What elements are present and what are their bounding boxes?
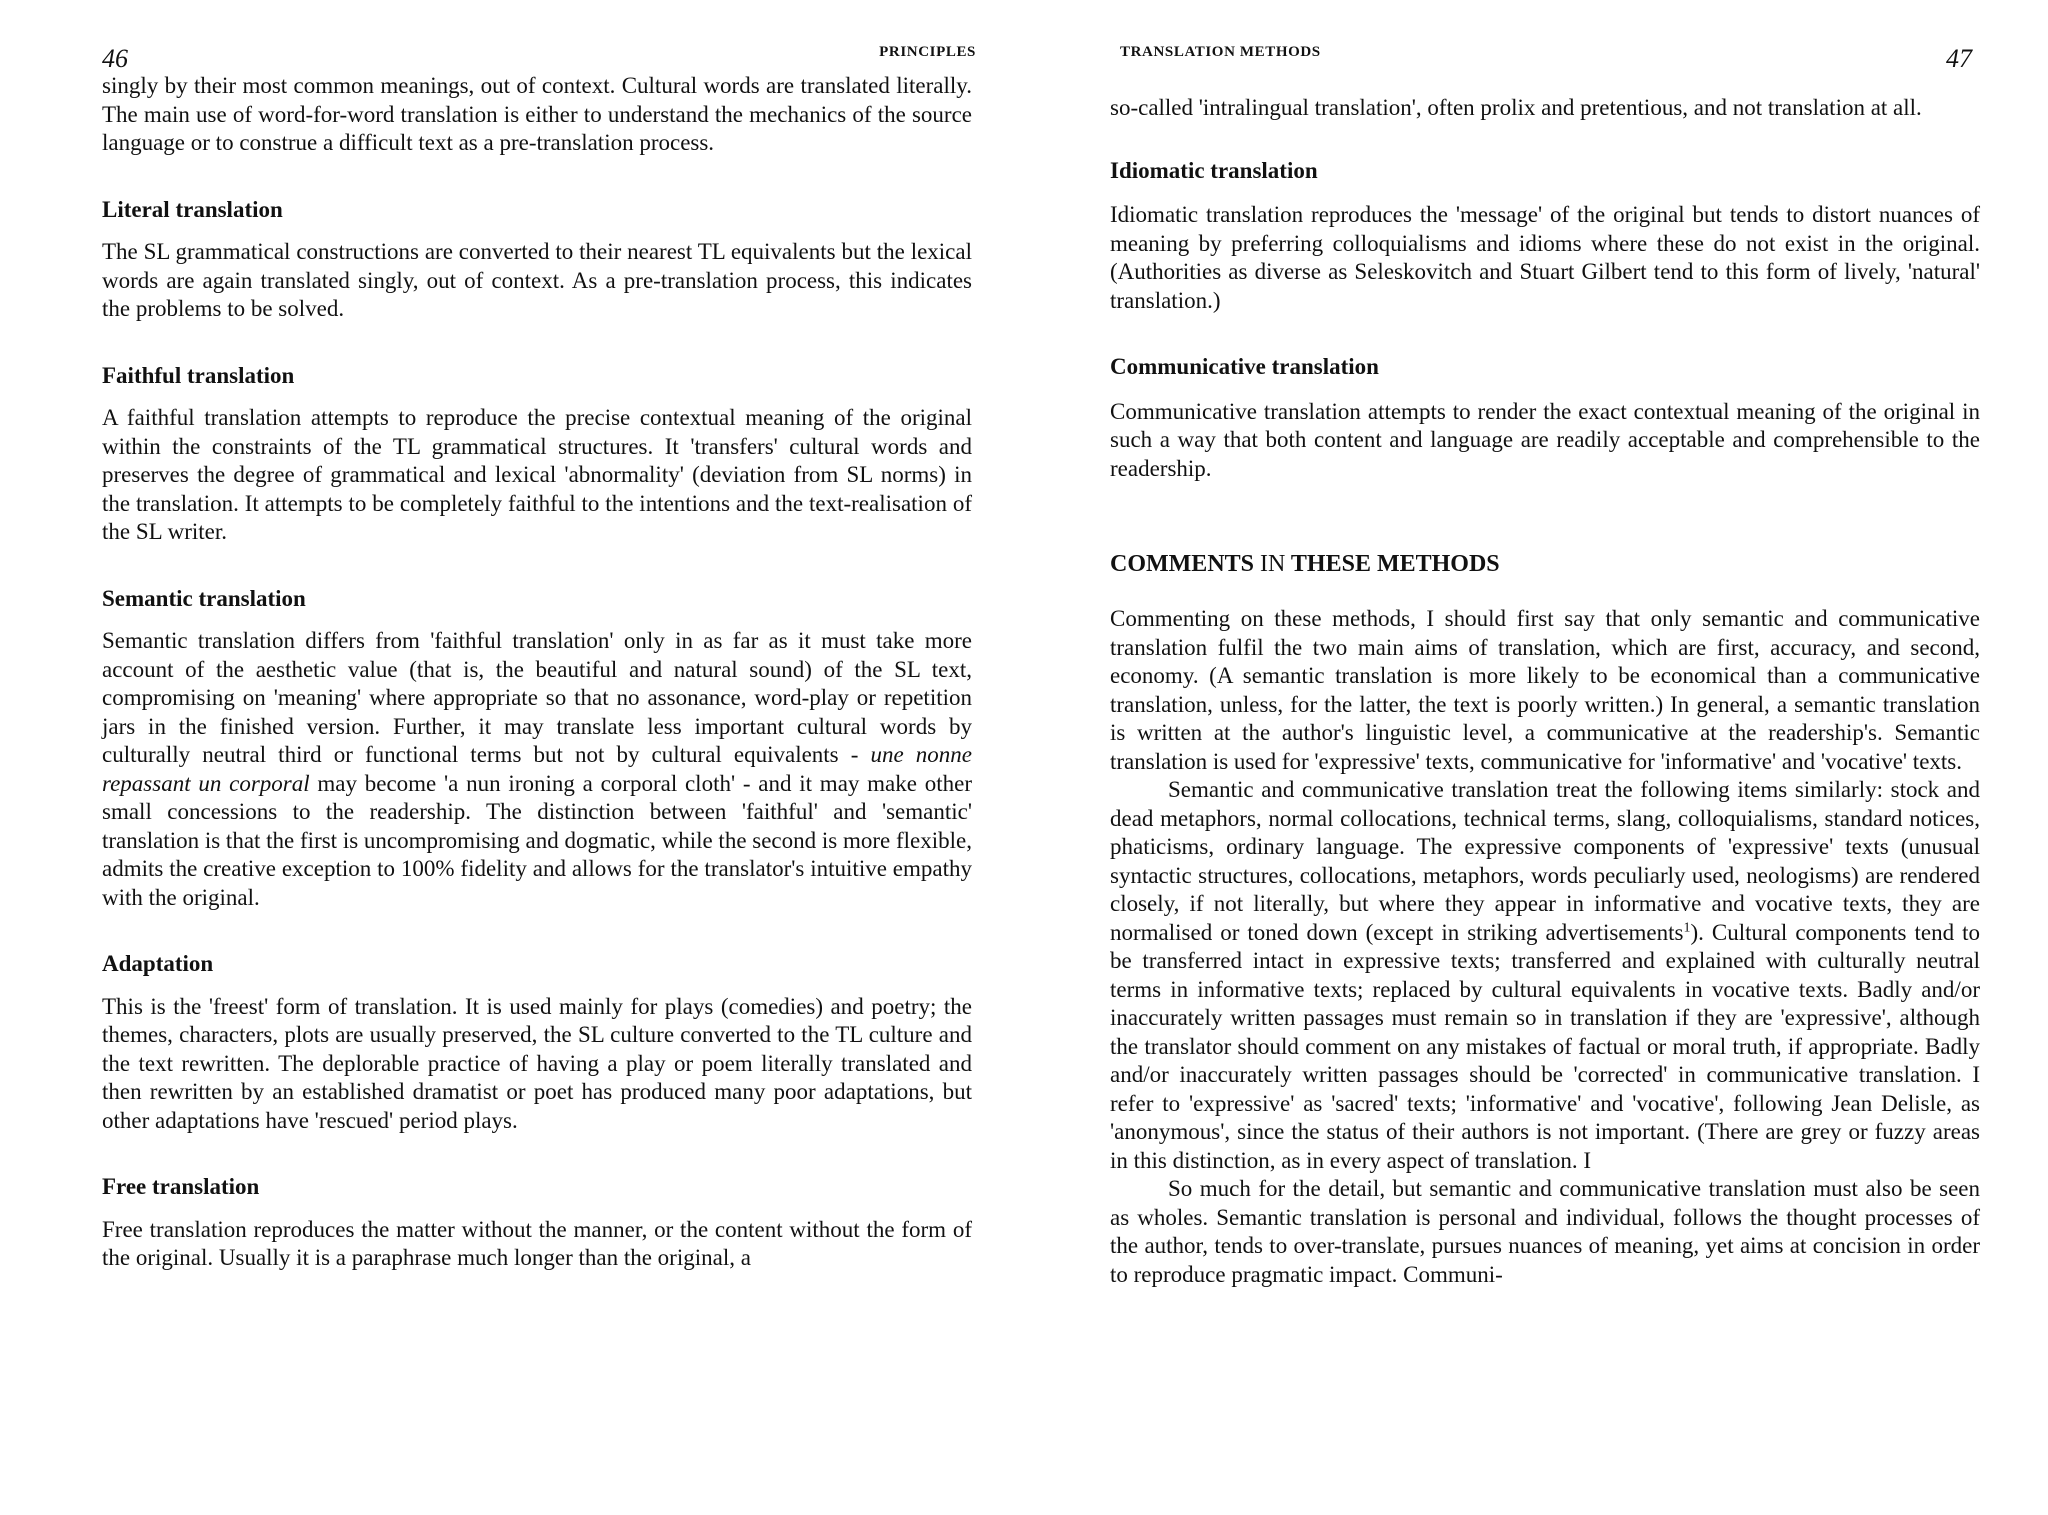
footnote-mark: 1 bbox=[1683, 919, 1691, 935]
section-text-semantic bbox=[102, 627, 972, 912]
section-text-free: Free translation reproduces the matter without the manner, or the content without the form of the original. Usually it is a paraphrase much longer than the original, a bbox=[102, 1216, 972, 1270]
comments-paragraph-2-part1: Semantic and communicative translation treat the following items similarly: stock and dead metaphors, normal collocations, technical terms, slang, colloquialisms, standard notices, phaticisms, ordinary language. The expressive components of 'expressive' texts (unusual syntactic structures, collocations, metaphors, words peculiarly used, neologisms) are rendered closely, if not literally, but where they appear in informative and vocative texts, they are normalised or toned down (except in striking advertisements bbox=[1110, 777, 1980, 945]
section-heading-semantic: Semantic translation bbox=[102, 585, 306, 611]
running-head: TRANSLATION METHODS bbox=[1120, 44, 1321, 60]
left-page-body bbox=[102, 72, 972, 1273]
right-page-header bbox=[1110, 0, 1980, 73]
intro-paragraph: singly by their most common meanings, out of context. Cultural words are translated literally. The main use of word-for-word translation is either to understand the mechanics of the source language or to construe a difficult text as a pre-translation process. bbox=[102, 73, 972, 155]
section-heading-idiomatic: Idiomatic translation bbox=[1110, 157, 1318, 183]
right-page-body bbox=[1110, 94, 1980, 1289]
comments-paragraph-1: Commenting on these methods, I should first say that only semantic and communicative translation fulfil the two main aims of translation, which are first, accuracy, and second, economy. (A semantic translation is more likely to be economical than a communicative translation, unless, for the latter, the text is poorly written.) In general, a semantic translation is written at the author's linguistic level, a communicative at the readership's. Semantic translation is used for 'expressive' texts, communicative for 'informative' and 'vocative' texts. bbox=[1110, 606, 1980, 774]
page-number: 47 bbox=[1946, 44, 1972, 73]
semantic-italic-example: une nonne repassant un corporal bbox=[102, 742, 972, 796]
section-heading-literal: Literal translation bbox=[102, 196, 283, 222]
intro-paragraph: so-called 'intralingual translation', often prolix and pretentious, and not translation at all. bbox=[1110, 95, 1922, 120]
section-heading-communicative: Communicative translation bbox=[1110, 354, 1379, 379]
section-text-idiomatic: Idiomatic translation reproduces the 'message' of the original but tends to distort nuances of meaning by preferring colloquialisms and idioms where these do not exist in the original. (Authorities as diverse as Seleskovitch and Stuart Gilbert tend to this form of lively, 'natural' translation.) bbox=[1110, 202, 1980, 313]
comments-heading-part1: COMMENTS bbox=[1110, 551, 1254, 577]
comments-heading-part3: THESE METHODS bbox=[1290, 551, 1500, 577]
section-heading-adaptation: Adaptation bbox=[102, 951, 214, 976]
semantic-text-part1: Semantic translation differs from 'faithful translation' only in as far as it must take more account of the aesthetic value (that is, the beautiful and natural sound) of the SL text, compromising on 'meaning' where appropriate so that no assonance, word-play or repetition jars in the finished version. Further, it may translate less important cultural words by culturally neutral third or functional terms but not by cultural equivalents - bbox=[102, 628, 972, 767]
comments-paragraph-2-part2: ). Cultural components tend to be transferred intact in expressive texts; transferred and explained with culturally neutral terms in informative texts; replaced by cultural equivalents in vocative texts. Badly and/or inaccurately written passages must remain so in translation if they are 'expressive', although the translator should comment on any mistakes of factual or moral truth, if appropriate. Badly and/or inaccurately written passages should be 'corrected' in communicative translation. I refer to 'expressive' as 'sacred' texts; 'informative' and 'vocative', following Jean Delisle, as 'anonymous', since the status of their authors is not important. (There are grey or fuzzy areas in this distinction, as in every aspect of translation. I bbox=[1110, 919, 1980, 1173]
right-page bbox=[1110, 0, 1980, 1289]
comments-paragraph-2 bbox=[1110, 776, 1980, 1175]
section-text-literal: The SL grammatical constructions are converted to their nearest TL equivalents but the lexical words are again translated singly, out of context. As a pre-translation process, this indicates the problems to be solved. bbox=[102, 239, 972, 321]
section-text-adaptation: This is the 'freest' form of translation. It is used mainly for plays (comedies) and poetry; the themes, characters, plots are usually preserved, the SL culture converted to the TL culture and the text rewritten. The deplorable practice of having a play or poem literally translated and then rewritten by an established dramatist or poet has produced many poor adaptations, but other adaptations have 'rescued' period plays. bbox=[102, 993, 972, 1133]
section-heading-free: Free translation bbox=[102, 1174, 260, 1199]
semantic-text-part2: may become 'a nun ironing a corporal cloth' - and it may make other small concessions to the readership. The distinction between 'faithful' and 'semantic' translation is that the first is uncompromising and dogmatic, while the second is more flexible, admits the creative exception to 100% fidelity and allows for the translator's intuitive empathy with the original. bbox=[102, 770, 972, 910]
section-text-faithful: A faithful translation attempts to reproduce the precise contextual meaning of the original within the constraints of the TL grammatical structures. It 'transfers' cultural words and preserves the degree of grammatical and lexical 'abnormality' (deviation from SL norms) in the translation. It attempts to be completely faithful to the intentions and the text-realisation of the SL writer. bbox=[102, 405, 972, 544]
section-text-communicative: Communicative translation attempts to render the exact contextual meaning of the original in such a way that both content and language are readily acceptable and comprehensible to the readership. bbox=[1110, 398, 1980, 481]
comments-paragraph-3: So much for the detail, but semantic and communicative translation must also be seen as wholes. Semantic translation is personal and individual, follows the thought processes of the author, tends to over-translate, pursues nuances of meaning, yet aims at concision in order to reproduce pragmatic impact. Communi- bbox=[1110, 1176, 1980, 1287]
running-head: PRINCIPLES bbox=[879, 44, 976, 60]
left-page bbox=[102, 0, 976, 1273]
section-heading-faithful: Faithful translation bbox=[102, 362, 295, 388]
page-number: 46 bbox=[102, 44, 128, 73]
comments-heading bbox=[1110, 549, 1980, 579]
comments-heading-part2: IN bbox=[1260, 551, 1286, 577]
left-page-header bbox=[102, 0, 976, 73]
